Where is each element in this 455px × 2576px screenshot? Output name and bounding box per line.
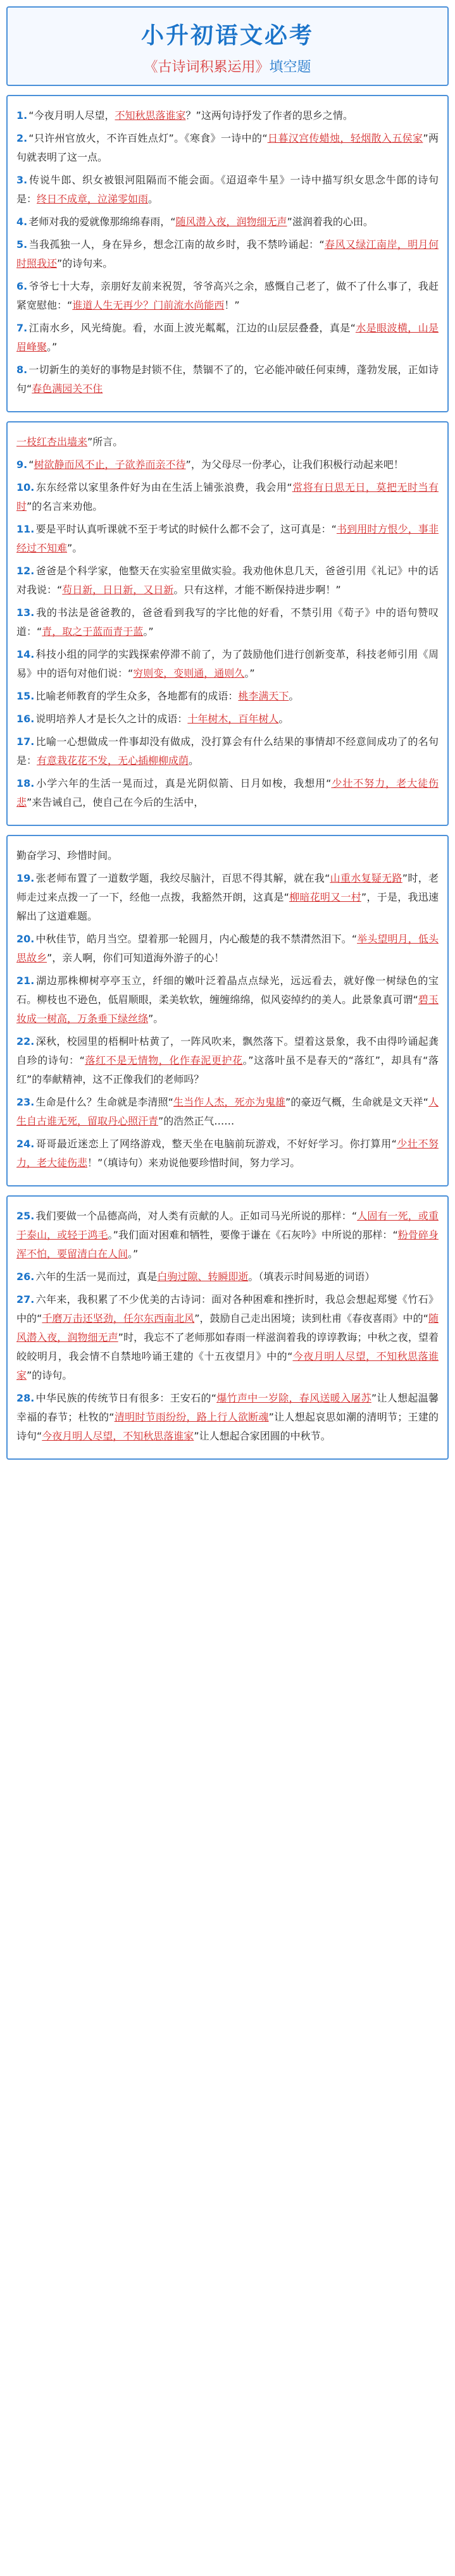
question-item xyxy=(16,1290,439,1385)
question-text: ”的豪迈气概，生命就是文天祥“ xyxy=(285,1096,428,1108)
question-panel xyxy=(6,95,449,412)
question-text: “今夜月明人尽望， xyxy=(28,109,115,121)
question-text: 江南水乡，风光绮旎。看，水面上波光粼粼，江边的山层层叠叠，真是“ xyxy=(28,322,356,334)
question-text: 中秋佳节，皓月当空。望着那一轮圆月，内心酸楚的我不禁潸然泪下。“ xyxy=(35,933,358,945)
question-number: 23. xyxy=(16,1096,35,1108)
answer-text: 碧玉妆成一树高，万条垂下绿丝绦 xyxy=(16,994,439,1025)
question-text: 。” xyxy=(143,626,154,638)
question-item xyxy=(16,562,439,600)
question-text: 生命是什么？生命就是李清照“ xyxy=(35,1096,173,1108)
question-number: 27. xyxy=(16,1293,35,1305)
answer-text: 常将有日思无日，莫把无时当有时 xyxy=(16,481,439,512)
question-item xyxy=(16,846,439,865)
question-item xyxy=(16,687,439,706)
question-item xyxy=(16,478,439,516)
question-number: 24. xyxy=(16,1138,35,1150)
question-text: ”，为父母尽一份孝心，让我们积极行动起来吧！ xyxy=(185,459,404,471)
question-number: 1. xyxy=(16,109,28,121)
question-number: 5. xyxy=(16,238,28,250)
question-number: 11. xyxy=(16,523,35,535)
question-number: 4. xyxy=(16,216,28,228)
question-number: 26. xyxy=(16,1271,35,1283)
question-number: 13. xyxy=(16,607,35,619)
question-text: 。（填表示时间易逝的词语） xyxy=(248,1271,375,1283)
question-item xyxy=(16,213,439,231)
question-text: ”时，老师走过来点拨一了一下，经他一点拨，我豁然开朗，这真是“ xyxy=(16,872,439,903)
question-item xyxy=(16,971,439,1028)
question-item xyxy=(16,171,439,209)
answer-text: 清明时节雨纷纷，路上行人欲断魂 xyxy=(114,1411,269,1423)
answer-text: 爆竹声中一岁除，春风送暖入屠苏 xyxy=(216,1392,371,1404)
question-text: 哥哥最近迷恋上了网络游戏，整天坐在电脑前玩游戏，不好好学习。你打算用“ xyxy=(35,1138,397,1150)
question-number: 18. xyxy=(16,777,35,789)
answer-text: 苟日新，日日新，又日新 xyxy=(62,584,174,596)
answer-text: 千磨万击还坚劲，任尔东西南北风 xyxy=(42,1312,195,1324)
question-text: 。 xyxy=(189,755,199,767)
answer-text: 水是眼波横，山是眉峰聚 xyxy=(16,322,439,353)
question-item xyxy=(16,361,439,398)
question-text: 说明培养人才是长久之计的成语： xyxy=(35,713,188,725)
question-item xyxy=(16,277,439,315)
answer-text: 不知秋思落谁家 xyxy=(115,109,186,121)
question-text: 。”我们面对困难和牺牲，要像于谦在《石灰吟》中所说的那样：“ xyxy=(108,1229,398,1241)
question-item xyxy=(16,930,439,968)
question-text: 。”这落叶虽不是春天的“落红”，却具有“落红”的奉献精神，这不正像我们的老师吗？ xyxy=(16,1054,439,1085)
question-text: 中华民族的传统节日有很多：王安石的“ xyxy=(35,1392,217,1404)
question-item xyxy=(16,129,439,167)
question-text: 爷爷七十大寿，亲朋好友前来祝贺，爷爷高兴之余，感慨自己老了，做不了什么事了，我赶紧宽慰他：“ xyxy=(16,280,439,311)
answer-text: 谁道人生无再少？门前流水尚能西 xyxy=(72,299,225,311)
answer-text: 少壮不努力，老大徒伤悲 xyxy=(16,1138,439,1169)
answer-text: 十年树木，百年树人 xyxy=(187,713,279,725)
question-item xyxy=(16,235,439,273)
answer-text: 落红不是无情物，化作春泥更护花 xyxy=(84,1054,243,1066)
question-number: 16. xyxy=(16,713,35,725)
answer-text: 春色满园关不住 xyxy=(32,383,103,395)
question-panels xyxy=(0,95,455,1460)
question-item xyxy=(16,319,439,357)
question-text: 张老师布置了一道数学题，我绞尽脑汁，百思不得其解，就在我“ xyxy=(35,872,330,884)
question-item xyxy=(16,774,439,812)
question-number: 21. xyxy=(16,975,35,987)
question-text: 一切新生的美好的事物是封锁不住，禁锢不了的，它必能冲破任何束缚，蓬勃发展，正如诗句“ xyxy=(16,364,439,395)
page-subtitle xyxy=(14,56,441,76)
question-item xyxy=(16,106,439,125)
question-number: 3. xyxy=(16,174,28,186)
question-number: 19. xyxy=(16,872,35,884)
question-text: 当我孤独一人，身在异乡，想念江南的故乡时，我不禁吟诵起：“ xyxy=(28,238,325,250)
answer-text: 青，取之于蓝而青于蓝 xyxy=(42,626,144,638)
question-text: 。” xyxy=(47,341,58,353)
answer-text: 山重水复疑无路 xyxy=(330,872,402,884)
question-text: 六年的生活一晃而过，真是 xyxy=(35,1271,158,1283)
answer-text: 树欲静而风不止，子欲养而亲不待 xyxy=(34,459,186,471)
question-text: 。 xyxy=(289,690,299,702)
question-number: 14. xyxy=(16,648,35,660)
question-text: 。只有这样，才能不断保持进步啊！” xyxy=(173,584,341,596)
question-item xyxy=(16,433,439,452)
question-item xyxy=(16,869,439,926)
question-number: 9. xyxy=(16,459,28,471)
answer-text: 少壮不努力，老大徒伤悲 xyxy=(16,777,439,808)
question-text: ”时，我忘不了老师那如春雨一样滋润着我的谆谆教诲；中秋之夜，望着皎皎明月，我会情不自禁地吟诵王建的《十五夜望月》中的“ xyxy=(16,1331,439,1362)
question-text: 老师对我的爱就像那绵绵春雨，“ xyxy=(28,216,176,228)
answer-text: 人固有一死，或重于泰山，或轻于鸿毛 xyxy=(16,1210,439,1241)
question-text: 小学六年的生活一晃而过，真是光阴似箭、日月如梭，我想用“ xyxy=(35,777,332,789)
question-text: ”，于是，我迅速解出了这道难题。 xyxy=(16,891,439,922)
question-text: ！”（填诗句）来劝说他要珍惜时间，努力学习。 xyxy=(87,1157,301,1169)
question-text: “ xyxy=(28,459,34,471)
question-item xyxy=(16,1032,439,1089)
question-panel xyxy=(6,1195,449,1460)
question-panel xyxy=(6,835,449,1186)
question-text: ”的名言来劝他。 xyxy=(27,500,103,512)
question-text: 。” xyxy=(244,667,255,679)
answer-text: 穷则变，变则通，通则久 xyxy=(133,667,245,679)
answer-text: 今夜月明人尽望，不知秋思落谁家 xyxy=(42,1430,194,1442)
answer-text: 春风又绿江南岸，明月何时照我还 xyxy=(16,238,439,269)
answer-text: 随风潜入夜，润物细无声 xyxy=(175,216,287,228)
question-text: ”让人想起合家团圆的中秋节。 xyxy=(194,1430,331,1442)
question-text: 传说牛郎、织女被银河阻隔而不能会面。《迢迢牵牛星》一诗中描写织女思念牛郎的诗句是： xyxy=(16,174,439,205)
question-text: ”所言。 xyxy=(87,436,123,448)
header-banner xyxy=(6,6,449,86)
question-item xyxy=(16,1207,439,1264)
question-text: 我的书法是爸爸教的，爸爸看到我写的字比他的好看，不禁引用《荀子》中的语句赞叹道：“ xyxy=(16,607,439,638)
question-text: 科技小组的同学的实践探索停滞不前了，为了鼓励他们进行创新变革，科技老师引用《周易》中的语句对他们说：“ xyxy=(16,648,439,679)
question-text: ”，鼓励自己走出困境；读到杜甫《春夜喜雨》中的“ xyxy=(194,1312,428,1324)
question-text: “只许州官放火，不许百姓点灯”。《寒食》一诗中的“ xyxy=(28,132,268,144)
question-text: ”的诗句来。 xyxy=(57,257,113,269)
question-text: 。 xyxy=(278,713,289,725)
question-text: ”两句就表明了这一点。 xyxy=(16,132,439,163)
question-item xyxy=(16,645,439,683)
answer-text: 终日不成章，泣涕零如雨 xyxy=(37,193,149,205)
question-item xyxy=(16,1093,439,1131)
question-text: ”让人想起温馨幸福的春节；杜牧的“ xyxy=(16,1392,439,1423)
question-number: 12. xyxy=(16,565,35,577)
question-item xyxy=(16,1135,439,1173)
question-panel xyxy=(6,421,449,826)
question-number: 7. xyxy=(16,322,28,334)
question-item xyxy=(16,1389,439,1446)
question-text: 要是平时认真听课就不至于考试的时候什么都不会了，这可真是：“ xyxy=(35,523,337,535)
answer-text: 柳暗花明又一村 xyxy=(289,891,361,903)
answer-text: 白驹过隙、转瞬即逝 xyxy=(157,1271,249,1283)
question-text: ！” xyxy=(224,299,240,311)
answer-text: 书到用时方恨少，事非经过不知难 xyxy=(16,523,439,554)
answer-text: 随风潜入夜，润物细无声 xyxy=(16,1312,439,1343)
subtitle-book: 《古诗词积累运用》 xyxy=(144,59,270,75)
question-text: 勤奋学习、珍惜时间。 xyxy=(16,849,118,861)
question-number: 17. xyxy=(16,736,35,748)
question-text: 深秋，校园里的梧桐叶枯黄了，一阵风吹来，飘然落下。望着这景象，我不由得吟诵起龚自珍的诗句：“ xyxy=(16,1035,439,1066)
question-item xyxy=(16,710,439,729)
answer-text: 一枝红杏出墙来 xyxy=(16,436,88,448)
question-text: 比喻老师教育的学生众多，各地都有的成语： xyxy=(35,690,239,702)
question-text: 。” xyxy=(128,1248,139,1260)
question-number: 6. xyxy=(16,280,28,292)
question-number: 2. xyxy=(16,132,28,144)
question-text: ”。 xyxy=(148,1013,164,1025)
answer-text: 人生自古谁无死，留取丹心照汗青 xyxy=(16,1096,439,1127)
question-text: ”，亲人啊，你们可知道海外游子的心！ xyxy=(47,952,225,964)
question-text: 东东经常以家里条件好为由在生活上铺张浪费，我会用“ xyxy=(35,481,292,493)
question-text: 。 xyxy=(148,193,159,205)
question-number: 28. xyxy=(16,1392,35,1404)
question-number: 8. xyxy=(16,364,28,376)
question-text: 爸爸是个科学家，他整天在实验室里做实验。我劝他休息几天，爸爸引用《礼记》中的话对我说：“ xyxy=(16,565,439,596)
question-number: 15. xyxy=(16,690,35,702)
answer-text: 粉骨碎身浑不怕，要留清白在人间 xyxy=(16,1229,439,1260)
question-text: ？”这两句诗抒发了作者的思乡之情。 xyxy=(185,109,353,121)
question-text: ”滋润着我的心田。 xyxy=(287,216,373,228)
question-text: ”的浩然正气…… xyxy=(158,1115,235,1127)
answer-text: 桃李满天下 xyxy=(238,690,289,702)
page-title: 小升初语文必考 xyxy=(140,23,314,49)
question-text: ”让人想起哀思如潮的清明节；王建的诗句“ xyxy=(16,1411,439,1442)
question-item xyxy=(16,520,439,558)
question-text: ”的诗句。 xyxy=(27,1369,73,1381)
subtitle-rest: 填空题 xyxy=(269,59,311,75)
question-number: 20. xyxy=(16,933,35,945)
question-number: 22. xyxy=(16,1035,35,1047)
answer-text: 举头望明月，低头思故乡 xyxy=(16,933,439,964)
question-text: ”来告诫自己，使自己在今后的生活中， xyxy=(27,796,204,808)
question-number: 25. xyxy=(16,1210,35,1222)
question-item xyxy=(16,603,439,641)
question-item xyxy=(16,732,439,770)
question-item xyxy=(16,1267,439,1286)
question-text: 湖边那株柳树亭亭玉立，纤细的嫩叶泛着晶点点绿光，远远看去，就好像一树绿色的宝石。柳枝也不逊色，低眉顺眼，柔美软软，缠缠绵绵，似风姿绰约的美人。此景象真可谓“ xyxy=(16,975,439,1006)
answer-text: 今夜月明人尽望，不知秋思落谁家 xyxy=(16,1350,439,1381)
question-text: 我们要做一个品德高尚，对人类有贡献的人。正如司马光所说的那样：“ xyxy=(35,1210,358,1222)
answer-text: 有意栽花花不发，无心插柳柳成荫 xyxy=(37,755,189,767)
question-number: 10. xyxy=(16,481,35,493)
question-text: ”。 xyxy=(67,542,83,554)
question-text: 比喻一心想做成一件事却没有做成，没打算会有什么结果的事情却不经意间成功了的名句是： xyxy=(16,736,439,767)
question-item xyxy=(16,455,439,474)
question-text: 六年来，我积累了不少优美的古诗词：面对各种困难和挫折时，我总会想起郑燮《竹石》中的“ xyxy=(16,1293,439,1324)
answer-text: 日暮汉宫传蜡烛，轻烟散入五侯家 xyxy=(267,132,423,144)
answer-text: 生当作人杰，死亦为鬼雄 xyxy=(173,1096,286,1108)
